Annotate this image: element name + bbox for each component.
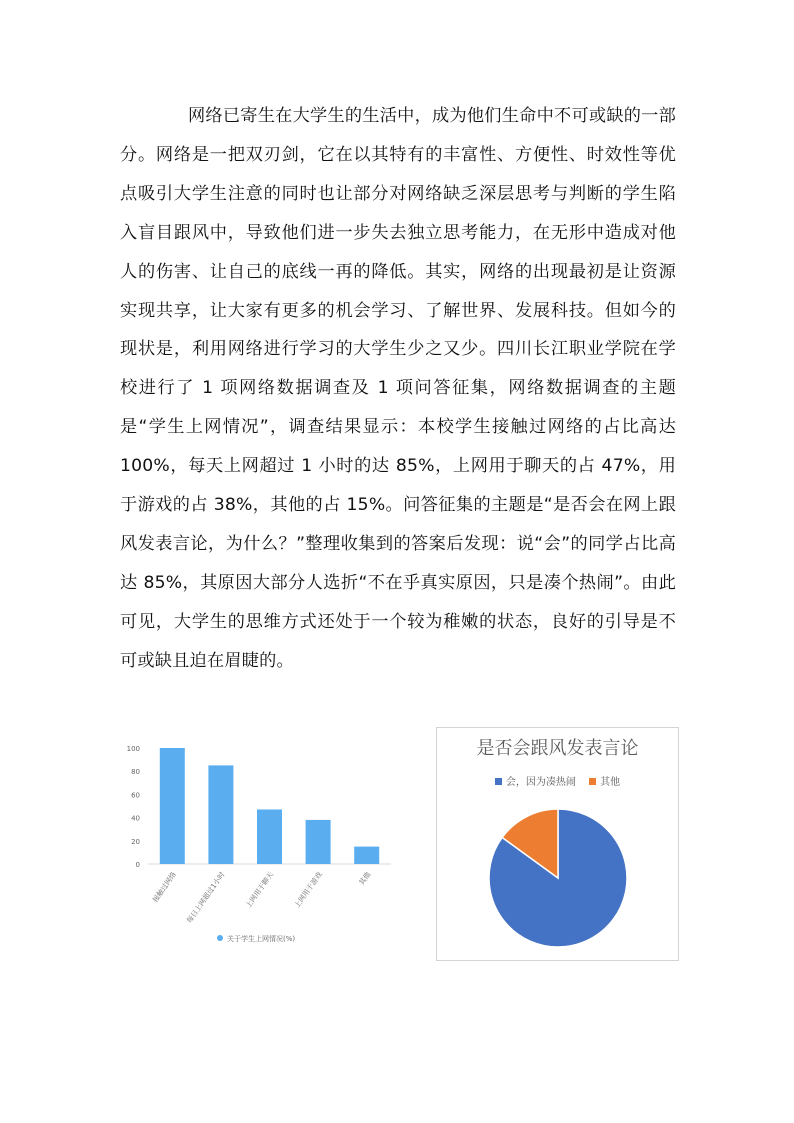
- bar: [257, 809, 282, 864]
- pie-legend-label: 其他: [600, 777, 621, 788]
- pie-chart-svg: [437, 728, 678, 960]
- y-tick-label: 20: [131, 837, 140, 846]
- legend-marker: [217, 935, 223, 941]
- y-tick-label: 60: [131, 791, 140, 800]
- bar: [354, 847, 379, 864]
- legend-label: 关于学生上网情况(%): [227, 935, 296, 943]
- y-tick-label: 80: [131, 768, 140, 777]
- bar: [160, 748, 185, 864]
- bar-chart-svg: [116, 730, 406, 960]
- x-tick-label: 其他: [357, 870, 373, 887]
- pie-chart: [436, 727, 679, 961]
- bar: [306, 820, 331, 864]
- pie-legend-label: 会，因为凑热闹: [505, 777, 576, 788]
- x-tick-label: 接触过网络: [151, 870, 178, 904]
- bar: [208, 765, 233, 864]
- y-tick-label: 40: [131, 814, 140, 823]
- bar-chart: [116, 730, 406, 960]
- y-tick-label: 0: [135, 861, 140, 869]
- x-tick-label: 上网用于聊天: [244, 870, 276, 910]
- x-tick-label: 每日上网超过1小时: [185, 870, 227, 925]
- x-tick-label: 上网用于游戏: [293, 870, 324, 910]
- pie-chart-title: 是否会跟风发表言论: [476, 738, 639, 759]
- body-paragraph: 网络已寄生在大学生的生活中，成为他们生命中不可或缺的一部分。网络是一把双刃剑，它在以其特有的丰富性、方便性、时效性等优点吸引大学生注意的同时也让部分对网络缺乏深层思考与判断的学生陷入盲目跟风中，导致他们进一步失去独立思考能力，在无形中造成对他人的伤害、让自己的底线一再的降低。其实，网络的出现最初是让资源实现共享，让大家有更多的机会学习、了解世界、发展科技。但如今的现状是，利用网络进行学习的大学生少之又少。四川长江职业学院在学校进行了 1 项网络数据调查及 1 项问答征集，网络数据调查的主题是“学生上网情况”，调查结果显示：本校学生接触过网络的占比高达 100%，每天上网超过 1 小时的达 85%，上网用于聊天的占 47%，用于游戏的占 38%，其他的占 15%。问答征集的主题是“是否会在网上跟风发表言论，为什么？”整理收集到的答案后发现：说“会”的同学占比高达 85%，其原因大部分人选折“不在乎真实原因，只是凑个热闹”。由此可见，大学生的思维方式还处于一个较为稚嫩的状态，良好的引导是不可或缺且迫在眉睫的。: [120, 106, 676, 671]
- y-tick-label: 100: [126, 745, 140, 753]
